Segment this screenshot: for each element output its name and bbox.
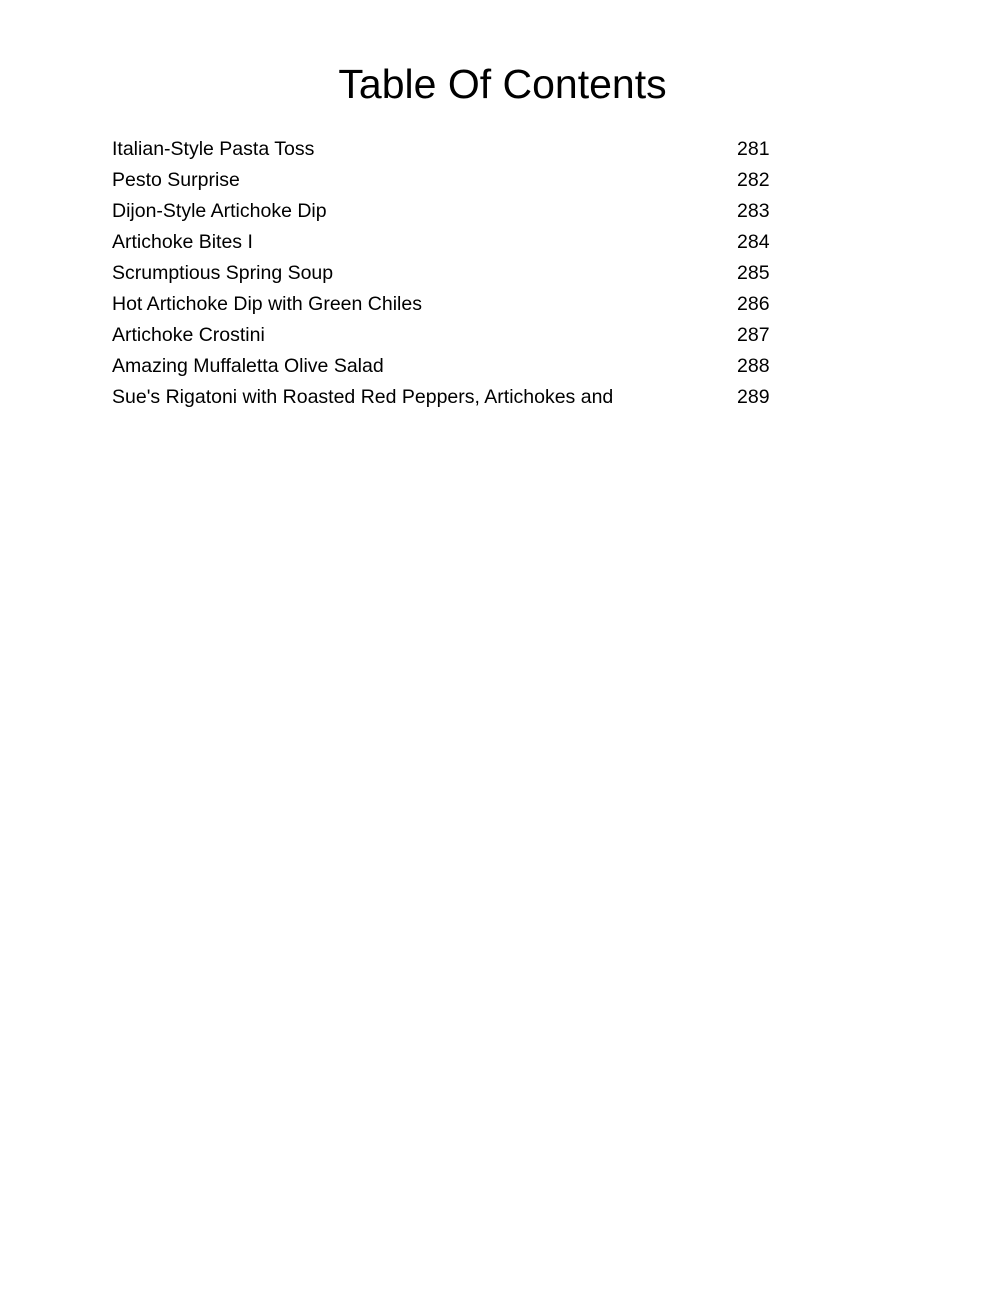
- toc-entry-page-number: 289: [737, 386, 770, 408]
- toc-entry-title: Hot Artichoke Dip with Green Chiles: [112, 293, 422, 315]
- toc-entry-title: Artichoke Bites I: [112, 231, 253, 253]
- toc-entry-title: Sue's Rigatoni with Roasted Red Peppers, Artichokes and: [112, 386, 614, 408]
- toc-list: [112, 134, 812, 413]
- toc-entry-page-number: 286: [737, 293, 770, 315]
- toc-entry-title: Pesto Surprise: [112, 169, 240, 191]
- toc-entry-page-number: 285: [737, 262, 770, 284]
- toc-entry-title: Dijon-Style Artichoke Dip: [112, 200, 327, 222]
- toc-entry: [112, 196, 812, 227]
- toc-entry: [112, 382, 812, 413]
- toc-entry: [112, 320, 812, 351]
- toc-entry-page-number: 287: [737, 324, 770, 346]
- toc-entry-title: Italian-Style Pasta Toss: [112, 138, 315, 160]
- toc-entry-title: Artichoke Crostini: [112, 324, 265, 346]
- toc-entry: [112, 258, 812, 289]
- toc-entry: [112, 351, 812, 382]
- page-title: Table Of Contents: [338, 61, 667, 107]
- toc-entry-title: Scrumptious Spring Soup: [112, 262, 334, 284]
- toc-entry-page-number: 282: [737, 169, 770, 191]
- toc-entry: [112, 134, 812, 165]
- toc-entry: [112, 227, 812, 258]
- toc-entry-page-number: 288: [737, 355, 770, 377]
- toc-entry-page-number: 281: [737, 138, 770, 160]
- toc-entry-page-number: 283: [737, 200, 770, 222]
- toc-entry: [112, 165, 812, 196]
- toc-entry-page-number: 284: [737, 231, 770, 253]
- toc-entry: [112, 289, 812, 320]
- toc-entry-title: Amazing Muffaletta Olive Salad: [112, 355, 384, 377]
